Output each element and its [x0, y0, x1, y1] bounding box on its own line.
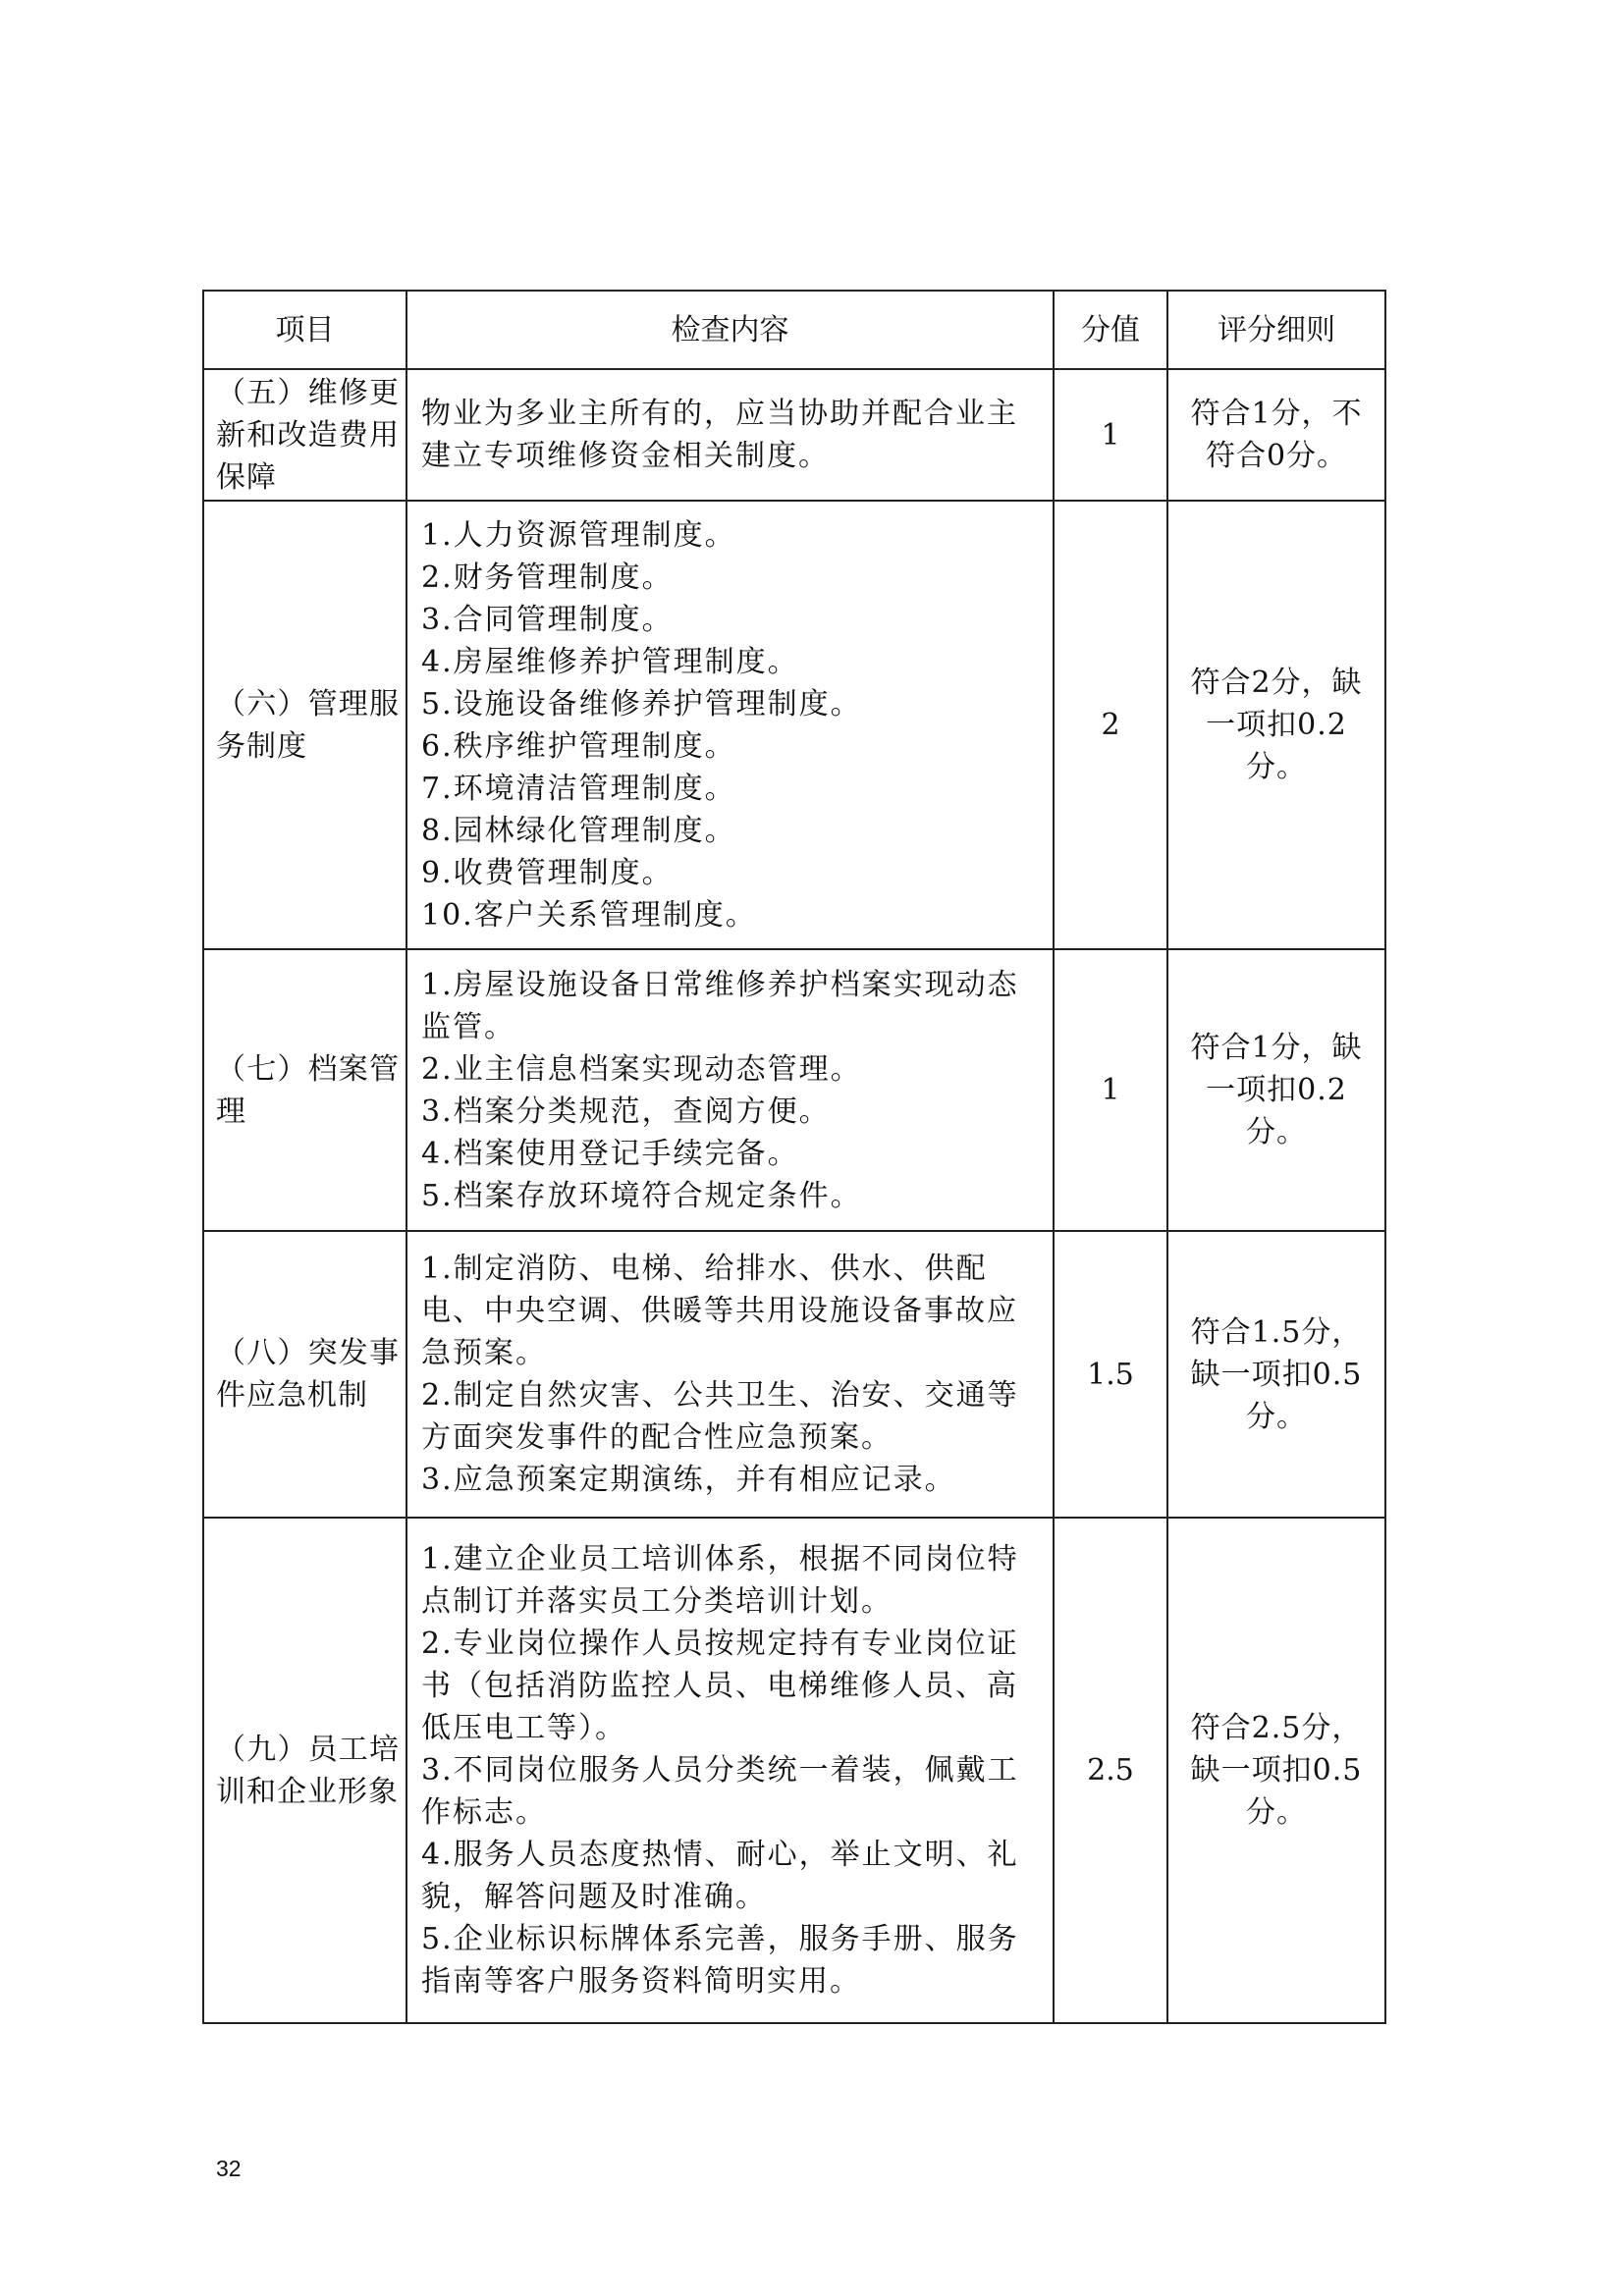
- row-rule: 符合2分，缺一项扣0.2分。: [1167, 501, 1385, 949]
- row-content: [406, 369, 1054, 501]
- content-line: 2.制定自然灾害、公共卫生、治安、交通等方面突发事件的配合性应急预案。: [421, 1378, 1019, 1455]
- row-rule: 符合1分，不符合0分。: [1167, 369, 1385, 501]
- content-line: 3.档案分类规范，查阅方便。: [421, 1094, 831, 1129]
- row-content: [406, 501, 1054, 949]
- row-value: 2.5: [1054, 1518, 1167, 2023]
- table-row: [203, 369, 1385, 501]
- content-line: 5.设施设备维修养护管理制度。: [421, 686, 862, 721]
- content-line: 6.秩序维护管理制度。: [421, 728, 736, 764]
- content-line: 10.客户关系管理制度。: [421, 897, 757, 933]
- content-line: 2.专业岗位操作人员按规定持有专业岗位证书（包括消防监控人员、电梯维修人员、高低压电工等）。: [421, 1627, 1019, 1745]
- table-row: [203, 501, 1385, 949]
- row-rule: 符合1分，缺一项扣0.2分。: [1167, 949, 1385, 1231]
- content-line: 5.企业标识标牌体系完善，服务手册、服务指南等客户服务资料简明实用。: [421, 1922, 1019, 1999]
- row-item: （五）维修更新和改造费用保障: [203, 369, 406, 501]
- row-content: [406, 949, 1054, 1231]
- row-rule: 符合1.5分，缺一项扣0.5分。: [1167, 1231, 1385, 1518]
- scoring-table: [202, 290, 1386, 2024]
- row-item: （九）员工培训和企业形象: [203, 1518, 406, 2023]
- table-row: [203, 1518, 1385, 2023]
- header-value: 分值: [1054, 291, 1167, 369]
- row-item: （八）突发事件应急机制: [203, 1231, 406, 1518]
- row-item: （六）管理服务制度: [203, 501, 406, 949]
- row-value: 1: [1054, 949, 1167, 1231]
- table-row: [203, 949, 1385, 1231]
- content-line: 8.园林绿化管理制度。: [421, 813, 736, 848]
- row-item: （七）档案管理: [203, 949, 406, 1231]
- content-line: 1.制定消防、电梯、给排水、供水、供配电、中央空调、供暖等共用设施设备事故应急预案。: [421, 1252, 1018, 1370]
- content-line: 9.收费管理制度。: [421, 855, 674, 890]
- content-line: 4.房屋维修养护管理制度。: [421, 644, 799, 679]
- content-line: 3.合同管理制度。: [421, 602, 674, 637]
- row-value: 1.5: [1054, 1231, 1167, 1518]
- row-content: [406, 1518, 1054, 2023]
- content-line: 1.人力资源管理制度。: [421, 517, 736, 553]
- page-number: 32: [216, 2156, 242, 2181]
- content-line: 物业为多业主所有的，应当协助并配合业主建立专项维修资金相关制度。: [421, 397, 1018, 473]
- content-line: 4.服务人员态度热情、耐心，举止文明、礼貌，解答问题及时准确。: [421, 1838, 1019, 1914]
- content-line: 3.应急预案定期演练，并有相应记录。: [421, 1463, 956, 1497]
- content-line: 2.财务管理制度。: [421, 560, 674, 595]
- content-line: 5.档案存放环境符合规定条件。: [421, 1178, 862, 1213]
- header-item: 项目: [203, 291, 406, 369]
- content-line: 7.环境清洁管理制度。: [421, 771, 736, 806]
- content-line: 1.建立企业员工培训体系，根据不同岗位特点制订并落实员工分类培训计划。: [421, 1542, 1019, 1619]
- row-rule: 符合2.5分，缺一项扣0.5分。: [1167, 1518, 1385, 2023]
- row-content: [406, 1231, 1054, 1518]
- content-line: 3.不同岗位服务人员分类统一着装，佩戴工作标志。: [421, 1753, 1019, 1830]
- content-line: 2.业主信息档案实现动态管理。: [421, 1051, 862, 1087]
- content-line: 4.档案使用登记手续完备。: [421, 1136, 799, 1171]
- row-value: 2: [1054, 501, 1167, 949]
- header-rule: 评分细则: [1167, 291, 1385, 369]
- content-line: 1.房屋设施设备日常维修养护档案实现动态监管。: [421, 967, 1019, 1044]
- table-header-row: [203, 291, 1385, 369]
- header-content: 检查内容: [406, 291, 1054, 369]
- table-row: [203, 1231, 1385, 1518]
- row-value: 1: [1054, 369, 1167, 501]
